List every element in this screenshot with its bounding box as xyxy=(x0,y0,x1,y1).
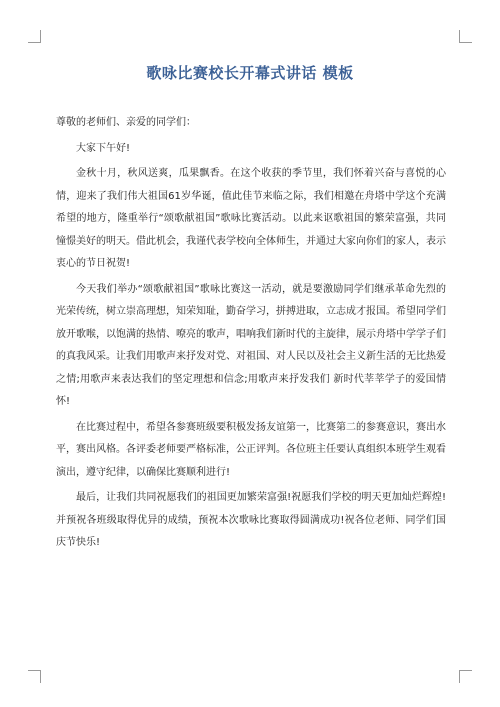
paragraph-2: 今天我们举办“颂歌献祖国”歌咏比赛这一活动，就是要激励同学们继承革命先烈的光荣传统，树立崇高理想，知荣知耻，勤奋学习，拼搏进取，立志成才报国。希望同学们放开歌喉，以饱满的热情、嘹亮的歌声，唱响我们新时代的主旋律，展示舟塔中学学子们的真我风采。让我们用歌声来抒发对党、对祖国、对人民以及社会主义新生活的无比热爱之情;用歌声来表达我们的坚定理想和信念;用歌声来抒发我们 新时代莘莘学子的爱国情怀! xyxy=(56,283,446,407)
salutation: 尊敬的老师们、亲爱的同学们： xyxy=(56,117,196,128)
corner-mark-bottom-right xyxy=(459,670,472,683)
corner-mark-bottom-left xyxy=(28,670,41,683)
document-body xyxy=(56,112,446,558)
corner-mark-top-left xyxy=(28,30,41,43)
greeting: 大家下午好! xyxy=(76,142,131,154)
paragraph-4: 最后，让我们共同祝愿我们的祖国更加繁荣富强!祝愿我们学校的明天更加灿烂辉煌!并预祝各班级取得优异的成绩，预祝本次歌咏比赛取得圆满成功!祝各位老师、同学们国庆节快乐! xyxy=(56,492,446,548)
document-title: 歌咏比赛校长开幕式讲话 模板 xyxy=(146,64,354,82)
corner-mark-top-right xyxy=(459,30,472,43)
paragraph-3: 在比赛过程中，希望各参赛班级要积极发扬友谊第一，比赛第二的参赛意识，赛出水平，赛出风格。各评委老师要严格标准，公正评判。各位班主任要认真组织本班学生观看演出，遵守纪律，以确保比赛顺利进行! xyxy=(56,421,446,478)
paragraph-1: 金秋十月，秋风送爽，瓜果飘香。在这个收获的季节里，我们怀着兴奋与喜悦的心情，迎来了我们伟大祖国61岁华诞，值此佳节来临之际，我们相邀在舟塔中学这个充满希望的地方，隆重举行“颂歌献祖国”歌咏比赛活动。以此来讴歌祖国的繁荣富强，共同憧憬美好的明天。借此机会，我谨代表学校向全体师生，并通过大家向你们的家人，表示衷心的节日祝贺! xyxy=(56,168,446,269)
